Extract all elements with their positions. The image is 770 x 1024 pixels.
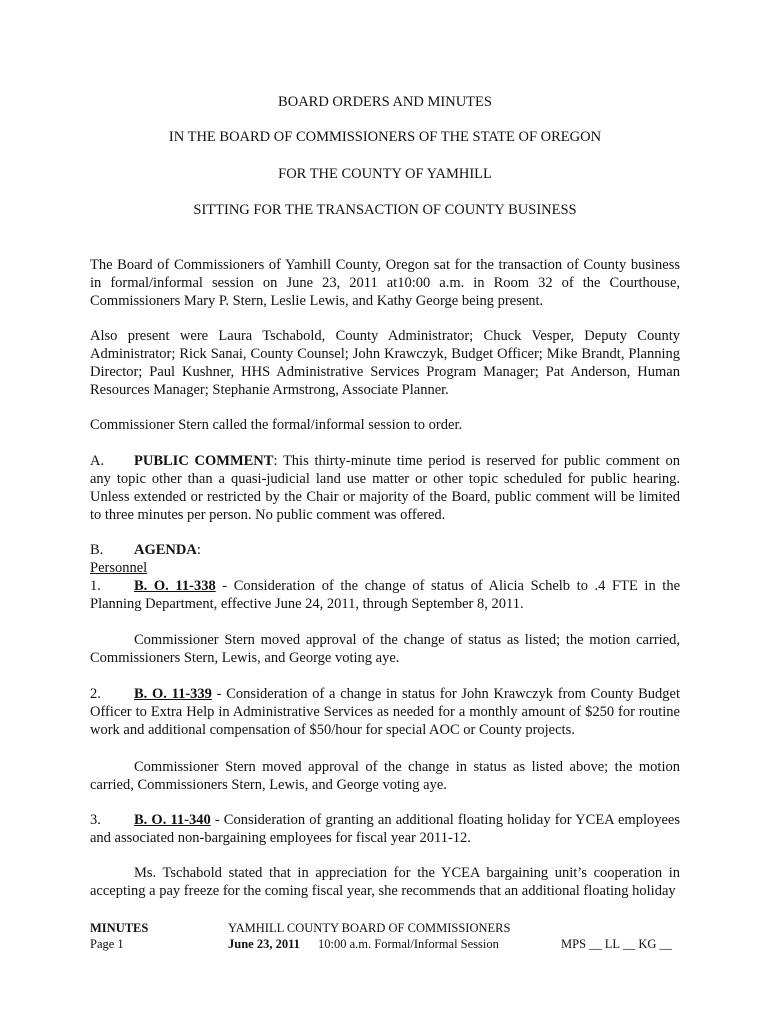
footer-minutes: MINUTES xyxy=(90,921,149,935)
footer-initials: MPS __ LL __ KG __ xyxy=(561,937,673,951)
item-3-number: 3. xyxy=(90,812,101,828)
item-1-board-order: B. O. 11-338 xyxy=(134,578,216,594)
footer-session: 10:00 a.m. Formal/Informal Session xyxy=(318,937,499,951)
title-board-of-commissioners: IN THE BOARD OF COMMISSIONERS OF THE STATE OF OREGON xyxy=(168,129,602,145)
item-2 xyxy=(90,685,680,739)
section-agenda xyxy=(90,541,680,559)
intro-paragraph: The Board of Commissioners of Yamhill County, Oregon sat for the transaction of County business in formal/informal session on June 23, 2011 at10:00 a.m. in Room 32 of the Courthouse, Commissioners Mary P. Stern, Leslie Lewis, and Kathy George being present. xyxy=(90,257,680,309)
item-2-number: 2. xyxy=(90,686,101,702)
personnel-wrapper xyxy=(90,559,680,577)
section-b-title: AGENDA xyxy=(134,542,197,558)
item-3-board-order: B. O. 11-340 xyxy=(134,812,211,828)
section-a-text: : This thirty-minute time period is reserved for public comment on any topic other than a quasi-judicial land use matter or other topic scheduled for public hearing. Unless extended or restricted by the Chair or majority of the Board, public comment will be limited to three minutes per person. No public comment was offered. xyxy=(90,453,680,523)
title-board-orders: BOARD ORDERS AND MINUTES xyxy=(278,94,492,110)
title-county: FOR THE COUNTY OF YAMHILL xyxy=(278,166,492,182)
footer-page-number: Page 1 xyxy=(90,937,124,951)
item-1-text: - Consideration of the change of status of Alicia Schelb to .4 FTE in the Planning Department, effective June 24, 2011, through September 8, 2011. xyxy=(90,578,681,612)
item-1-number: 1. xyxy=(90,578,101,594)
footer-date: June 23, 2011 xyxy=(228,937,300,951)
item-1 xyxy=(90,577,680,613)
personnel-heading: Personnel xyxy=(90,560,148,576)
section-a-title: PUBLIC COMMENT xyxy=(134,453,274,469)
order-paragraph: Commissioner Stern called the formal/informal session to order. xyxy=(90,417,463,433)
footer-board-name: YAMHILL COUNTY BOARD OF COMMISSIONERS xyxy=(228,921,511,935)
present-paragraph: Also present were Laura Tschabold, County Administrator; Chuck Vesper, Deputy County Administrator; Rick Sanai, County Counsel; John Krawczyk, Budget Officer; Mike Brandt, Planning Director; Paul Kushner, HHS Administrative Services Program Manager; Pat Anderson, Human Resources Manager; Stephanie Armstrong, Associate Planner. xyxy=(90,328,680,398)
item-2-board-order: B. O. 11-339 xyxy=(134,686,212,702)
section-b-label: B. xyxy=(90,542,104,558)
item-3-note: Ms. Tschabold stated that in appreciation for the YCEA bargaining unit’s cooperation in accepting a pay freeze for the coming fiscal year, she recommends that an additional floating holiday xyxy=(90,865,680,899)
section-b-colon: : xyxy=(196,542,201,558)
item-2-motion: Commissioner Stern moved approval of the change in status as listed above; the motion carried, Commissioners Stern, Lewis, and George voting aye. xyxy=(90,759,680,793)
item-3 xyxy=(90,811,680,847)
item-1-motion: Commissioner Stern moved approval of the change of status as listed; the motion carried, Commissioners Stern, Lewis, and George voting aye. xyxy=(90,632,680,666)
section-public-comment xyxy=(90,452,680,524)
item-2-text: - Consideration of a change in status for John Krawczyk from County Budget Officer to Extra Help in Administrative Services as needed for a monthly amount of $250 for routine work and additional compensation of $50/hour for special AOC or County projects. xyxy=(90,686,680,738)
title-transaction: SITTING FOR THE TRANSACTION OF COUNTY BUSINESS xyxy=(193,202,577,218)
item-3-text: - Consideration of granting an additional floating holiday for YCEA employees and associated non-bargaining employees for fiscal year 2011-12. xyxy=(90,812,680,846)
section-a-label: A. xyxy=(90,453,105,469)
